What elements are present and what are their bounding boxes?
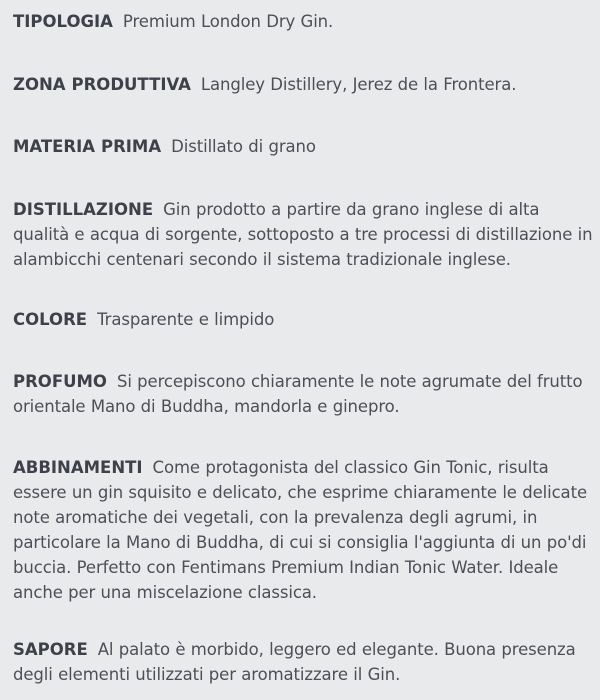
section-text: Distillato di grano [171,137,316,156]
section-label: MATERIA PRIMA [13,137,162,156]
section-text: Come protagonista del classico Gin Tonic, risulta essere un gin squisito e delicato, che esprime chiaramente le delicate note aromatiche dei vegetali, con la prevalenza degli agrumi, in particolare la Mano di Buddha, di cui si consiglia l'aggiunta di un po'di buccia. Perfetto con Fentimans Premium Indian Tonic Water. Ideale anche per una miscelazione classica. [13,458,587,602]
section-colore [13,307,596,332]
section-label: DISTILLAZIONE [13,200,154,219]
section-text: Premium London Dry Gin. [122,12,334,31]
section-label: COLORE [13,310,88,329]
section-distillazione [13,197,596,272]
section-label: TIPOLOGIA [13,12,113,31]
section-materia-prima [13,134,596,159]
section-text: Trasparente e limpido [97,310,275,329]
section-text: Langley Distillery, Jerez de la Frontera. [200,75,517,94]
section-label: ABBINAMENTI [13,458,143,477]
section-tipologia [13,9,596,34]
section-text: Gin prodotto a partire da grano inglese di alta qualità e acqua di sorgente, sottoposto a tre processi di distillazione in alambicchi centenari secondo il sistema tradizionale inglese. [13,200,593,269]
section-abbinamenti [13,455,596,605]
section-zona-produttiva [13,72,596,97]
section-text: Al palato è morbido, leggero ed elegante. Buona presenza degli elementi utilizzati per aromatizzare il Gin. [13,640,576,684]
section-profumo [13,369,596,419]
section-sapore [13,637,596,687]
section-label: SAPORE [13,640,88,659]
section-text: Si percepiscono chiaramente le note agrumate del frutto orientale Mano di Buddha, mandorla e ginepro. [13,372,583,416]
section-label: ZONA PRODUTTIVA [13,75,191,94]
section-label: PROFUMO [13,372,107,391]
